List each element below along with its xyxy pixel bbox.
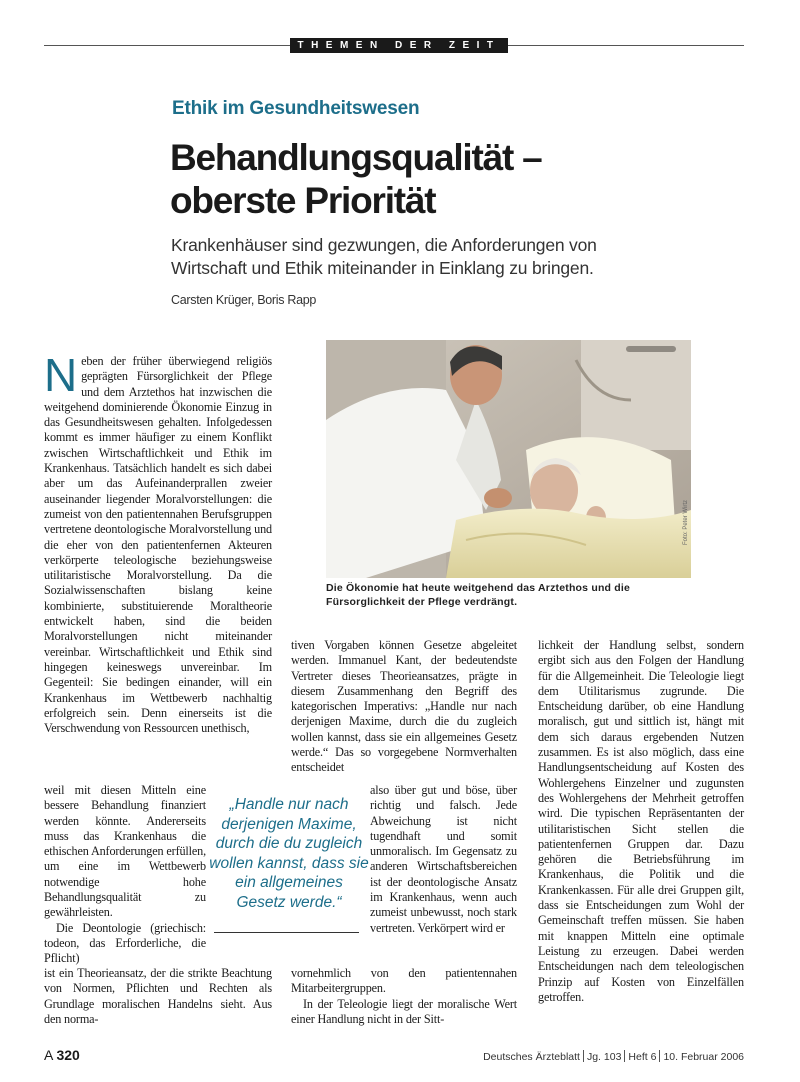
page-prefix: A xyxy=(44,1047,53,1063)
body-col2-top: tiven Vorgaben können Gesetze abgeleitet werden. Immanuel Kant, der bedeutendste Vertreter dieses Theorieansatzes, prägte in diesem Zusammenhang den Begriff des kategorischen Imperativs: „Handle nur nach derjenigen Maxime, durch die du zugleich wollen kannst, dass sie ein allgemeines Gesetz werde.“ Das so vorgegebene Normverhalten entscheidet xyxy=(291,638,517,775)
body-column-3 xyxy=(538,638,744,1005)
footer-volume: Jg. 103 xyxy=(586,1051,622,1063)
section-label: THEMEN DER ZEIT xyxy=(290,38,508,53)
body-column-1-narrow xyxy=(44,783,206,967)
kicker: Ethik im Gesundheitswesen xyxy=(172,98,420,119)
body-column-2-bottom xyxy=(291,966,517,1027)
footer-journal: Deutsches Ärzteblatt xyxy=(483,1051,580,1063)
body-col1-narrow-text: weil mit diesen Mitteln eine bessere Behandlung finanziert werden könnte. Andererseits muss das Krankenhaus die ethischen Anforderungen erfüllen, um eine im Wettbewerb notwendige hohe Behandlungsqualität zu gewährleisten. xyxy=(44,783,206,920)
body-column-1-bottom xyxy=(44,966,272,1027)
pull-quote: „Handle nur nach derjenigen Maxime, durch die du zugleich wollen kannst, dass sie ein allgemeines Gesetz werde.“ xyxy=(209,796,369,911)
page-number xyxy=(44,1047,80,1063)
header-rule-right xyxy=(508,45,744,46)
authors: Carsten Krüger, Boris Rapp xyxy=(171,293,317,307)
pull-quote-rule xyxy=(214,932,359,933)
body-col2-narrow: also über gut und böse, über richtig und falsch. Jede Abweichung ist nicht tugendhaft und somit unmoralisch. Im Gegensatz zu anderen Wirtschaftsbereichen ist der deontologische Ansatz im Krankenhaus, wenn auch zumeist unbewusst, noch stark vertreten. Verkörpert wird er xyxy=(370,783,517,935)
subhead: Krankenhäuser sind gezwungen, die Anforderungen von Wirtschaft und Ethik miteinander in Einklang zu bringen. xyxy=(171,235,597,278)
body-column-1 xyxy=(44,349,272,736)
footer-date: 10. Februar 2006 xyxy=(663,1051,744,1063)
photo-illustration xyxy=(326,340,691,578)
headline xyxy=(170,136,542,222)
drop-cap: N xyxy=(44,349,78,401)
photo-caption: Die Ökonomie hat heute weitgehend das Arztethos und die Fürsorglichkeit der Pflege verdrängt. xyxy=(326,582,631,608)
article-photo xyxy=(326,340,691,578)
body-col2-para2: In der Teleologie liegt der moralische Wert einer Handlung nicht in der Sitt- xyxy=(291,996,517,1026)
body-col3-text: lichkeit der Handlung selbst, sondern ergibt sich aus den Folgen der Handlung für die Allgemeinheit. Die Teleologie liegt dem Utilitarismus zugrunde. Die Entscheidung darüber, ob eine Handlung moralisch, gut und sittlich ist, hängt mit dem sich daraus ergebenden Nutzen zusammen. Es ist also möglich, dass eine Handlungsentscheidung auf Kosten des Wohlergehens Einzelner und zugunsten des Wohlergehens der Mehrheit getroffen wird. Die typischen Repräsentanten der utilitaristischen Sicht stellen die patientenfernen Gruppen dar. Dazu gehören die Betriebsführung im Krankenhaus, die Politik und die Krankenkassen. Für alle drei Gruppen gilt, dass sie Entscheidungen zum Wohl der Gemeinschaft treffen müssen. Sie haben mit knappen Mitteln eine optimale Leistung zu erzeugen. Dabei werden Entscheidungen nach dem teleologischen Prinzip auf Kosten von Einzelfällen getroffen. xyxy=(538,638,744,1004)
headline-line-1: Behandlungsqualität – xyxy=(170,137,542,178)
body-col1-para1: eben der früher überwiegend religiös geprägten Fürsorglichkeit der Pflege und dem Arztethos hat inzwischen die weitgehend dominierende Ökonomie Einzug in das Gesundheitswesen gehalten. Infolgedessen kommt es immer häufiger zu einem Konflikt zwischen Wirtschaftlichkeit und Ethik im Krankenhaus. Tatsächlich handelt es sich dabei aber um das Aufeinanderprallen zweier auseinander liegender Moralvorstellungen: die zumeist von den patientennahen Berufsgruppen vertretene deontologische Moralvorstellung und die eher von den patientenfernen Akteuren verkörperte teleologische beziehungsweise utilitaristische Moralvorstellung. Da die Sozialwissenschaften bislang keine kombinierte, substituierende Moraltheorie entwickelt haben, sind die beiden Moralvorstellungen nicht miteinander vereinbar. Wirtschaftlichkeit und Ethik sind hingegen keineswegs unvereinbar. Im Gegenteil: Sie bedingen einander, will ein Krankenhaus im Wettbewerb nachhaltig erfolgreich sein. Denn einerseits ist die Verschwendung von Ressourcen unethisch, xyxy=(44,354,272,736)
body-col1-para2-rest: ist ein Theorieansatz, der die strikte Beachtung von Normen, Pflichten und Rechten als Grundlage moralischen Handelns sieht. Aus den norma- xyxy=(44,966,272,1026)
body-column-2 xyxy=(291,638,517,776)
page-number-value: 320 xyxy=(56,1047,80,1063)
footer-issue: Heft 6 xyxy=(628,1051,657,1063)
photo-credit: Foto: Peter Wirtz xyxy=(683,499,689,545)
body-col1-para2-start: Die Deontologie (griechisch: todeon, das Erforderliche, die Pflicht) xyxy=(44,920,206,966)
header-rule-left xyxy=(44,45,290,46)
footer-citation xyxy=(483,1050,744,1063)
body-column-2-narrow xyxy=(370,783,517,936)
headline-line-2: oberste Priorität xyxy=(170,180,436,221)
body-col2-bottom: vornehmlich von den patientennahen Mitarbeitergruppen. xyxy=(291,966,517,996)
